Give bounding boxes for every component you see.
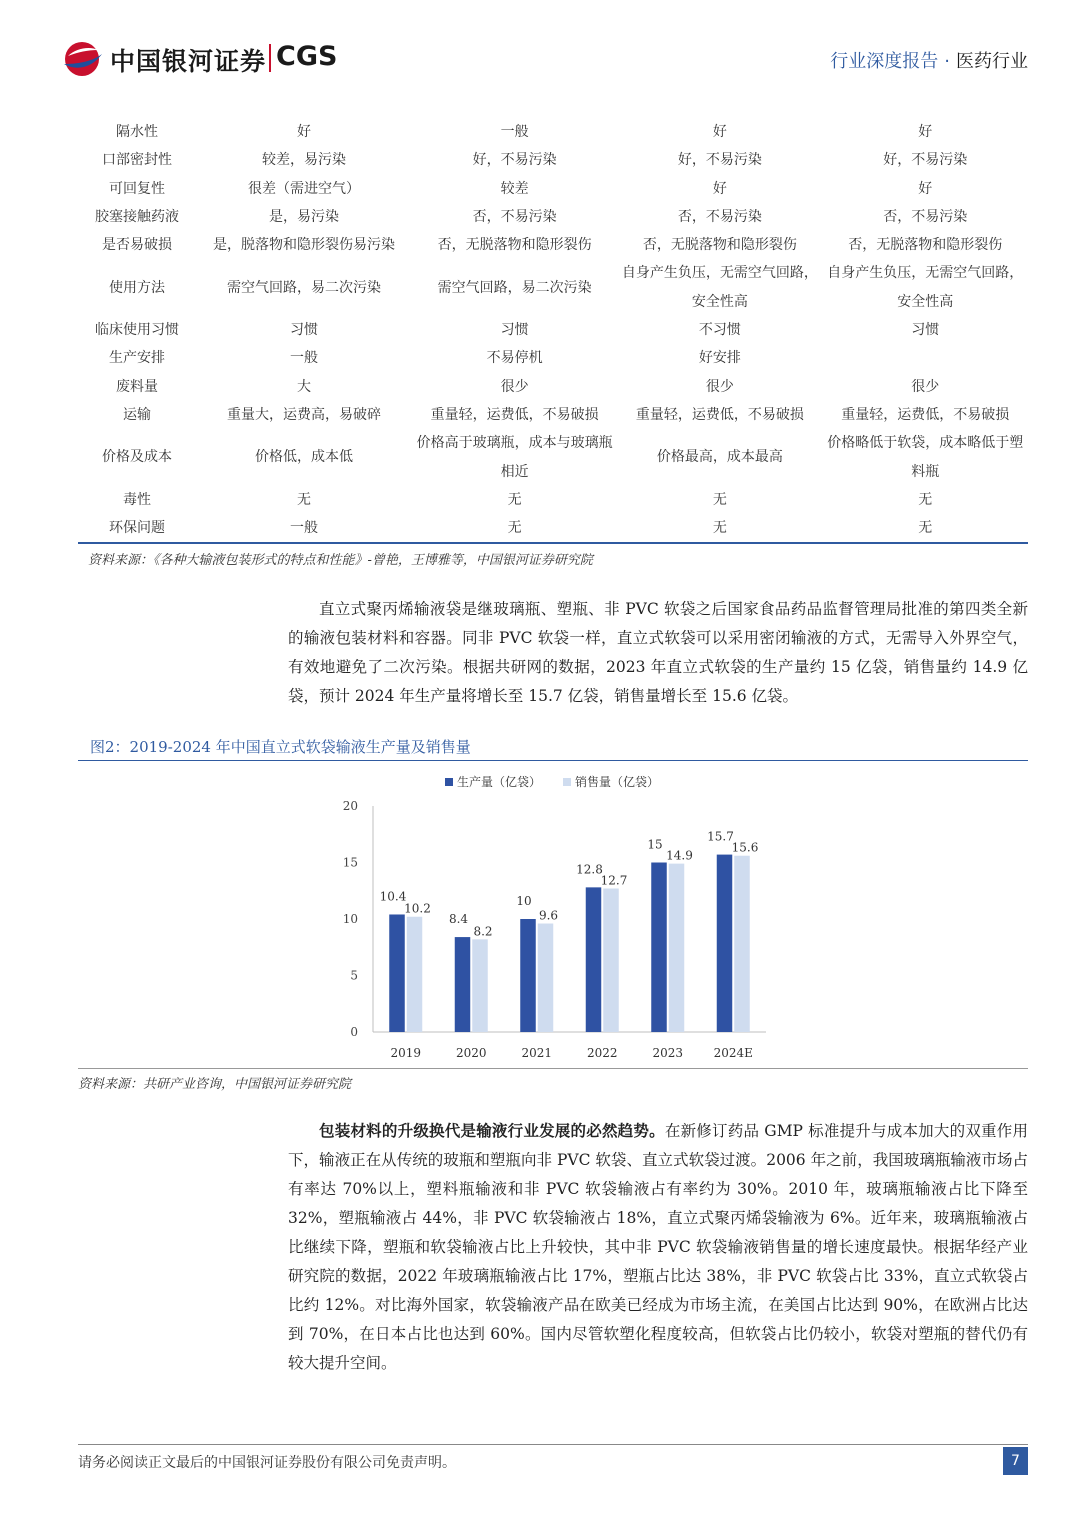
table-cell: 不习惯 — [698, 322, 741, 339]
report-category — [830, 47, 1028, 73]
table-cell: 较差 — [500, 180, 529, 197]
table-row — [78, 175, 1028, 203]
data-label: 12.8 — [576, 862, 603, 877]
figure-top-rule — [78, 760, 1028, 761]
legend-label: 生产量（亿袋） — [457, 775, 542, 789]
y-tick-label: 0 — [350, 1025, 358, 1039]
table-cell: 一般 — [500, 124, 529, 140]
bar-sales — [407, 917, 423, 1032]
legend-label: 销售量（亿袋） — [575, 775, 660, 789]
table-row — [78, 486, 1028, 514]
table-cell: 好 — [918, 180, 933, 197]
logo-text: 中国银河证券 — [110, 47, 267, 76]
table-bottom-rule — [78, 542, 1028, 544]
row-label: 临床使用习惯 — [95, 322, 180, 339]
table-cell: 好 — [712, 124, 727, 140]
industry-label: 医药行业 — [956, 51, 1028, 72]
table-cell: 自身产生负压，无需空气回路，安全性高 — [827, 265, 1024, 310]
data-label: 8.4 — [448, 912, 469, 927]
legend-swatch — [563, 778, 571, 786]
x-tick-label: 2022 — [586, 1046, 618, 1060]
table-cell: 大 — [297, 378, 311, 395]
table-cell: 好 — [918, 124, 933, 140]
table-row — [78, 118, 1028, 146]
table-cell: 无 — [918, 491, 933, 508]
data-label: 15 — [647, 837, 663, 852]
table-cell: 价格低，成本低 — [255, 449, 353, 466]
bar-production — [586, 887, 602, 1032]
paragraph-2-body: 在新修订药品 GMP 标准提升与成本加大的双重作用下，输液正在从传统的玻瓶和塑瓶向非 PVC 软袋、直立式软袋过渡。2006 年之前，我国玻璃瓶输液市场占有率达 70%以上，塑料瓶输液和非 PVC 软袋输液占有率约为 30%。2010 年，玻璃瓶输液占比下降至 32%，塑瓶输液占 44%，非 PVC 软袋输液占 18%，直立式聚丙烯袋输液为 6%。近年来，玻璃瓶输液占比继续下降，塑瓶和软袋输液占比上升较快，其中非 PVC 软袋输液销售量的增长速度最快。根据华经产业研究院的数据，2022 年玻璃瓶输液占比 17%，塑瓶占比达 38%，非 PVC 软袋占比 33%，直立式软袋占比约 12%。对比海外国家，软袋输液产品在欧美已经成为市场主流，在美国占比达到 90%，在欧洲占比达到 70%，在日本占比也达到 60%。国内尽管软塑化程度较高，但软袋占比仍较小，软袋对塑瓶的替代仍有较大提升空间。 — [288, 1122, 1028, 1372]
row-label: 是否易破损 — [102, 237, 173, 254]
table-cell: 否，无脱落物和隐形裂伤 — [642, 237, 797, 254]
bar-sales — [669, 864, 685, 1032]
table-row — [78, 429, 1028, 486]
table-cell: 很差（需进空气） — [248, 180, 360, 197]
table-row — [78, 203, 1028, 231]
data-label: 8.2 — [473, 924, 493, 939]
table-cell: 价格高于玻璃瓶，成本与玻璃瓶相近 — [416, 435, 613, 480]
row-label: 胶塞接触药液 — [95, 208, 180, 225]
table-cell: 不易停机 — [486, 350, 543, 367]
x-tick-label: 2020 — [455, 1046, 487, 1060]
table-cell: 无 — [712, 491, 727, 508]
data-label: 10.2 — [404, 901, 431, 916]
bar-sales — [603, 888, 619, 1032]
data-label: 10 — [516, 894, 532, 908]
legend-swatch — [445, 778, 453, 786]
header-separator: · — [944, 51, 950, 72]
table-row — [78, 316, 1028, 344]
page-number: 7 — [1003, 1447, 1028, 1475]
logo-divider — [269, 44, 271, 72]
logo-abbr: CGS — [276, 41, 338, 72]
paragraph-2-text — [288, 1116, 1028, 1378]
row-label: 废料量 — [116, 378, 159, 395]
table-cell: 自身产生负压，无需空气回路，安全性高 — [621, 265, 818, 310]
report-type: 行业深度报告 — [830, 51, 939, 72]
footer-rule — [78, 1444, 1028, 1445]
row-label: 运输 — [123, 406, 152, 423]
table-row — [78, 146, 1028, 174]
data-label: 14.9 — [666, 848, 693, 863]
table-cell: 否，无脱落物和隐形裂伤 — [437, 237, 592, 254]
table-cell: 重量轻，运费低，不易破损 — [841, 406, 1010, 423]
page-header — [0, 0, 1080, 100]
table-cell: 较差，易污染 — [262, 152, 346, 169]
table-cell: 无 — [507, 491, 522, 508]
table-cell: 需空气回路，易二次污染 — [227, 279, 381, 296]
table-cell: 一般 — [290, 350, 318, 367]
table-cell: 是，脱落物和隐形裂伤易污染 — [213, 237, 395, 254]
row-label: 环保问题 — [109, 520, 166, 537]
table-cell: 需空气回路，易二次污染 — [437, 279, 592, 296]
table-cell: 好，不易污染 — [677, 152, 762, 169]
table-row — [78, 344, 1028, 372]
table-cell: 重量轻，运费低，不易破损 — [635, 406, 804, 423]
table-cell: 习惯 — [500, 322, 529, 339]
paragraph-1-text: 直立式聚丙烯输液袋是继玻璃瓶、塑瓶、非 PVC 软袋之后国家食品药品监督管理局批准的第四类全新的输液包装材料和容器。同非 PVC 软袋一样，直立式软袋可以采用密闭输液的方式，无需导入外界空气，有效地避免了二次污染。根据共研网的数据，2023 年直立式软袋的生产量约 15 亿袋，销售量约 14.9 亿袋，预计 2024 年生产量将增长至 15.7 亿袋，销售量增长至 15.6 亿袋。 — [288, 600, 1028, 705]
x-tick-label: 2021 — [521, 1046, 553, 1060]
row-label: 隔水性 — [116, 124, 159, 140]
x-tick-label: 2024E — [713, 1046, 753, 1060]
table-cell: 重量轻，运费低，不易破损 — [430, 406, 599, 423]
row-label: 口部密封性 — [102, 152, 173, 169]
y-tick-label: 5 — [350, 968, 358, 983]
table-cell: 很少 — [500, 378, 529, 395]
data-label: 15.7 — [707, 829, 734, 844]
paragraph-1 — [288, 595, 1028, 711]
data-label: 15.6 — [731, 840, 759, 855]
figure-bottom-rule — [78, 1068, 1028, 1069]
row-label: 使用方法 — [109, 279, 166, 296]
table-cell: 好安排 — [698, 350, 741, 367]
row-label: 生产安排 — [109, 350, 166, 367]
data-label: 9.6 — [538, 908, 559, 923]
comparison-table — [78, 118, 1028, 542]
bar-sales — [734, 856, 750, 1032]
table-cell: 很少 — [705, 378, 734, 395]
table-cell: 好 — [297, 124, 311, 140]
table-cell: 否，不易污染 — [883, 208, 968, 225]
table-row — [78, 401, 1028, 429]
figure-title: 图2：2019-2024 年中国直立式软袋输液生产量及销售量 — [90, 738, 471, 756]
bar-chart — [330, 768, 780, 1068]
y-tick-label: 20 — [342, 799, 358, 813]
footer-disclaimer: 请务必阅读正文最后的中国银河证券股份有限公司免责声明。 — [78, 1455, 456, 1471]
y-tick-label: 15 — [342, 855, 358, 870]
x-tick-label: 2019 — [390, 1046, 422, 1060]
table-cell: 习惯 — [911, 322, 940, 339]
table-cell: 好，不易污染 — [472, 152, 557, 169]
bar-production — [717, 855, 733, 1032]
table-cell: 好，不易污染 — [883, 152, 968, 169]
paragraph-2 — [288, 1116, 1028, 1378]
table-cell: 否，不易污染 — [677, 208, 762, 225]
table-cell: 无 — [507, 520, 522, 537]
table-cell: 无 — [918, 520, 933, 537]
cgs-logo-icon — [60, 40, 104, 78]
figure-source: 资料来源：共研产业咨询，中国银河证券研究院 — [78, 1077, 352, 1092]
y-tick-label: 10 — [342, 912, 358, 926]
table-cell: 习惯 — [290, 322, 318, 339]
table-cell: 很少 — [911, 378, 940, 395]
row-label: 毒性 — [123, 491, 152, 508]
table-cell: 是，易污染 — [269, 208, 339, 225]
table-cell — [823, 344, 1028, 372]
table-source: 资料来源：《各种大输液包装形式的特点和性能》-曾艳，王博雅等，中国银河证券研究院 — [88, 553, 593, 568]
bar-sales — [472, 939, 488, 1032]
table-cell: 否，不易污染 — [472, 208, 557, 225]
data-label: 12.7 — [600, 873, 628, 888]
bar-sales — [538, 924, 554, 1032]
table-row — [78, 231, 1028, 259]
bar-production — [520, 919, 536, 1032]
table-row — [78, 373, 1028, 401]
data-label: 10.4 — [379, 889, 407, 904]
table-cell: 无 — [297, 491, 311, 508]
table-cell: 一般 — [290, 520, 318, 537]
table-row — [78, 514, 1028, 542]
bar-production — [455, 937, 471, 1032]
table-cell: 价格略低于软袋，成本略低于塑料瓶 — [827, 435, 1024, 480]
table-cell: 价格最高，成本最高 — [656, 449, 783, 466]
row-label: 可回复性 — [109, 180, 166, 197]
bar-production — [389, 914, 405, 1032]
table-cell: 好 — [712, 180, 727, 197]
bar-production — [651, 863, 667, 1033]
paragraph-2-lead: 包装材料的升级换代是输液行业发展的必然趋势。 — [319, 1121, 665, 1140]
table-cell: 否，无脱落物和隐形裂伤 — [848, 237, 1003, 254]
table-cell: 无 — [712, 520, 727, 537]
x-tick-label: 2023 — [652, 1046, 684, 1060]
row-label: 价格及成本 — [102, 449, 173, 466]
table-row — [78, 259, 1028, 316]
table-cell: 重量大，运费高，易破碎 — [227, 406, 381, 423]
